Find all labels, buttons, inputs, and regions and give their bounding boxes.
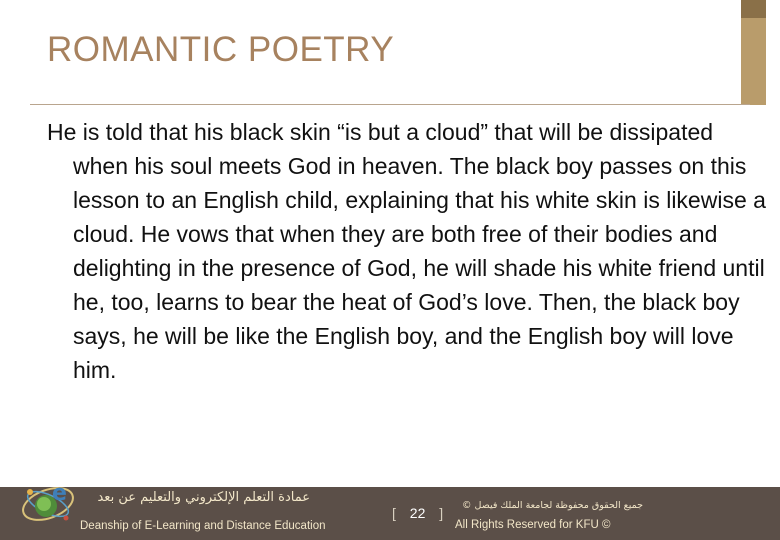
page-number-value: 22 bbox=[409, 505, 426, 521]
deanship-arabic-label: عمادة التعلم الإلكتروني والتعليم عن بعد bbox=[97, 490, 310, 505]
deanship-english-label: Deanship of E-Learning and Distance Education bbox=[80, 520, 326, 532]
page-bracket-open: [ bbox=[392, 505, 396, 521]
page-number bbox=[392, 505, 443, 521]
accent-bar-top bbox=[741, 0, 766, 18]
slide-body-text: He is told that his black skin “is but a cloud” that will be dissipated when his soul meets God in heaven. The black boy passes on this lesson to an English child, explaining that his white skin is likewise a cloud. He vows that when they are both free of their bodies and delighting in the presence of God, he will shade his white friend until he, too, learns to bear the heat of God’s love. Then, the black boy says, he will be like the English boy, and the English boy will love him. bbox=[47, 119, 766, 383]
copyright-arabic: جميع الحقوق محفوظة لجامعة الملك فيصل © bbox=[462, 500, 643, 511]
svg-text:e: e bbox=[52, 481, 67, 506]
slide-title: ROMANTIC POETRY bbox=[47, 30, 395, 69]
page-bracket-close: ] bbox=[439, 505, 444, 521]
e-learning-logo-icon bbox=[18, 470, 80, 532]
title-divider bbox=[30, 104, 750, 105]
copyright-english: All Rights Reserved for KFU © bbox=[455, 519, 611, 531]
